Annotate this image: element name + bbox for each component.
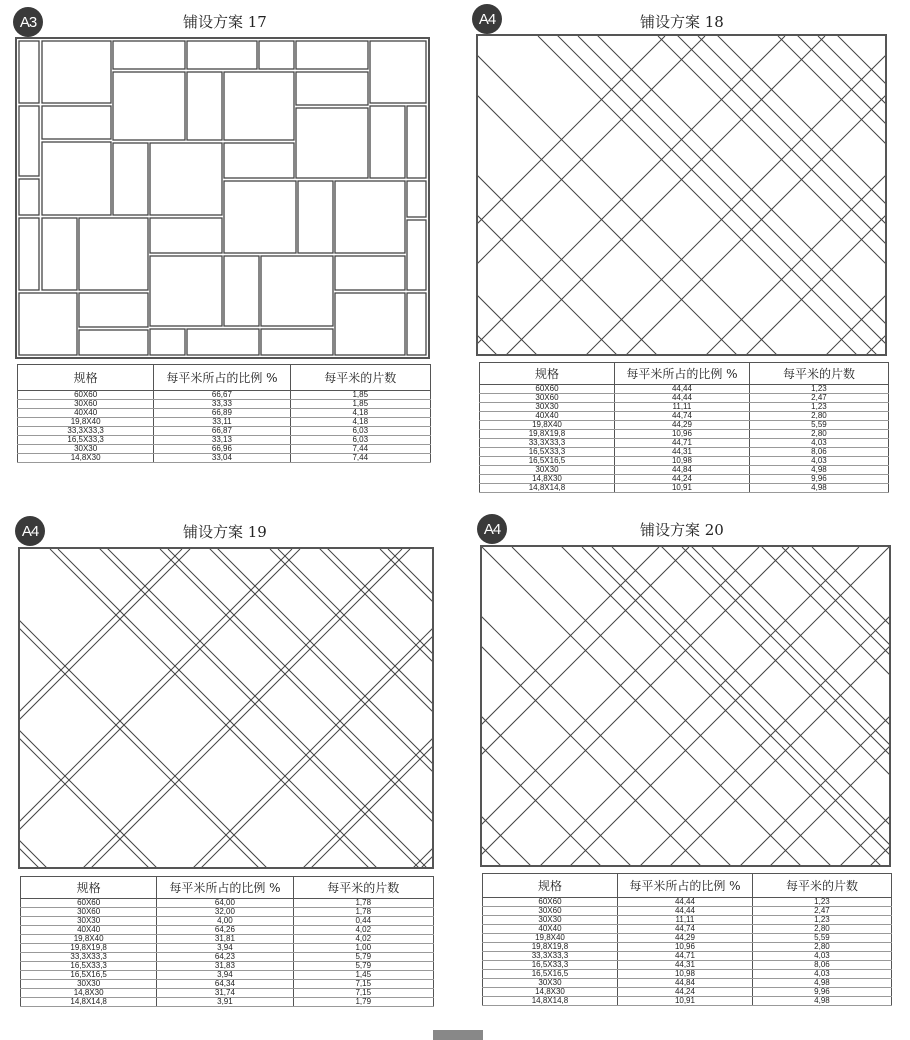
cell-pieces: 1,00 [293, 944, 433, 953]
cell-pieces: 5,59 [752, 934, 891, 943]
cell-ratio: 44,84 [614, 466, 749, 475]
cell-spec: 60X60 [480, 385, 615, 394]
cell-pieces: 2,80 [749, 430, 888, 439]
col-header-ratio: 每平米所占的比例 % [154, 365, 290, 391]
spec-table [17, 364, 431, 463]
cell-spec: 30X60 [18, 400, 154, 409]
cell-pieces: 2,80 [749, 412, 888, 421]
cell-ratio: 10,91 [617, 997, 752, 1006]
cell-pieces: 5,59 [749, 421, 888, 430]
cell-ratio: 66,67 [154, 391, 290, 400]
cell-ratio: 31,83 [157, 962, 293, 971]
cell-ratio: 10,98 [617, 970, 752, 979]
cell-pieces: 2,80 [752, 943, 891, 952]
cell-pieces: 1,85 [290, 391, 430, 400]
cell-pieces: 4,18 [290, 418, 430, 427]
table-row [18, 454, 431, 463]
cell-spec: 16,5X16,5 [483, 970, 618, 979]
cell-pieces: 4,03 [752, 952, 891, 961]
cell-spec: 19,8X40 [480, 421, 615, 430]
cell-pieces: 4,98 [749, 466, 888, 475]
cell-pieces: 1,78 [293, 908, 433, 917]
cell-ratio: 66,87 [154, 427, 290, 436]
cell-spec: 30X30 [21, 917, 157, 926]
cell-ratio: 64,34 [157, 980, 293, 989]
cell-ratio: 31,81 [157, 935, 293, 944]
cell-pieces: 7,44 [290, 454, 430, 463]
cell-spec: 30X30 [483, 916, 618, 925]
cell-pieces: 7,15 [293, 989, 433, 998]
cell-ratio: 44,71 [614, 439, 749, 448]
layout-title: 铺设方案 19 [183, 523, 267, 541]
cell-spec: 30X30 [480, 403, 615, 412]
cell-ratio: 10,91 [614, 484, 749, 493]
cell-pieces: 9,96 [752, 988, 891, 997]
cell-pieces: 4,02 [293, 935, 433, 944]
tile-pattern-svg [482, 547, 889, 865]
cell-spec: 14,8X30 [480, 475, 615, 484]
spec-table [482, 873, 892, 1006]
layout-badge: A4 [477, 514, 507, 544]
page-tab-marker [433, 1030, 483, 1040]
cell-ratio: 44,24 [617, 988, 752, 997]
cell-ratio: 44,24 [614, 475, 749, 484]
cell-ratio: 44,44 [617, 898, 752, 907]
cell-spec: 16,5X33,3 [21, 962, 157, 971]
cell-pieces: 5,79 [293, 962, 433, 971]
cell-pieces: 4,03 [752, 970, 891, 979]
layout-title: 铺设方案 20 [640, 521, 724, 539]
col-header-ratio: 每平米所占的比例 % [617, 874, 752, 898]
cell-spec: 14,8X14,8 [480, 484, 615, 493]
cell-spec: 40X40 [21, 926, 157, 935]
cell-pieces: 4,02 [293, 926, 433, 935]
col-header-pieces: 每平米的片数 [290, 365, 430, 391]
cell-ratio: 33,33 [154, 400, 290, 409]
cell-spec: 60X60 [18, 391, 154, 400]
cell-pieces: 1,23 [749, 403, 888, 412]
cell-spec: 40X40 [483, 925, 618, 934]
cell-spec: 14,8X30 [21, 989, 157, 998]
cell-ratio: 44,74 [614, 412, 749, 421]
cell-spec: 30X30 [480, 466, 615, 475]
cell-spec: 60X60 [483, 898, 618, 907]
tile-pattern-svg [17, 39, 428, 357]
cell-ratio: 44,44 [614, 394, 749, 403]
tile-pattern-drawing [15, 37, 430, 359]
cell-pieces: 2,47 [752, 907, 891, 916]
col-header-ratio: 每平米所占的比例 % [157, 877, 293, 899]
col-header-ratio: 每平米所占的比例 % [614, 363, 749, 385]
cell-ratio: 11,11 [614, 403, 749, 412]
cell-pieces: 5,79 [293, 953, 433, 962]
cell-spec: 30X30 [483, 979, 618, 988]
col-header-pieces: 每平米的片数 [752, 874, 891, 898]
cell-ratio: 4,00 [157, 917, 293, 926]
cell-spec: 19,8X40 [21, 935, 157, 944]
cell-ratio: 44,31 [614, 448, 749, 457]
layout-badge: A4 [472, 4, 502, 34]
cell-pieces: 4,03 [749, 457, 888, 466]
cell-spec: 30X30 [18, 445, 154, 454]
col-header-spec: 规格 [21, 877, 157, 899]
cell-pieces: 8,06 [752, 961, 891, 970]
cell-spec: 14,8X14,8 [483, 997, 618, 1006]
cell-pieces: 6,03 [290, 436, 430, 445]
cell-ratio: 64,26 [157, 926, 293, 935]
cell-spec: 30X60 [480, 394, 615, 403]
cell-ratio: 33,13 [154, 436, 290, 445]
cell-ratio: 31,74 [157, 989, 293, 998]
cell-ratio: 44,29 [614, 421, 749, 430]
spec-table [479, 362, 889, 493]
cell-spec: 30X60 [483, 907, 618, 916]
cell-ratio: 44,29 [617, 934, 752, 943]
col-header-spec: 规格 [480, 363, 615, 385]
cell-pieces: 0,44 [293, 917, 433, 926]
cell-pieces: 1,79 [293, 998, 433, 1007]
cell-pieces: 4,03 [749, 439, 888, 448]
cell-pieces: 1,78 [293, 899, 433, 908]
cell-ratio: 33,11 [154, 418, 290, 427]
cell-pieces: 4,98 [752, 997, 891, 1006]
cell-pieces: 1,45 [293, 971, 433, 980]
cell-ratio: 32,00 [157, 908, 293, 917]
tile-pattern-drawing [18, 547, 434, 869]
cell-spec: 60X60 [21, 899, 157, 908]
cell-pieces: 1,23 [752, 898, 891, 907]
cell-spec: 40X40 [18, 409, 154, 418]
cell-spec: 16,5X33,3 [483, 961, 618, 970]
cell-pieces: 6,03 [290, 427, 430, 436]
cell-spec: 14,8X30 [18, 454, 154, 463]
cell-spec: 16,5X16,5 [21, 971, 157, 980]
cell-pieces: 8,06 [749, 448, 888, 457]
cell-ratio: 64,23 [157, 953, 293, 962]
cell-pieces: 4,18 [290, 409, 430, 418]
table-row [483, 997, 892, 1006]
cell-ratio: 11,11 [617, 916, 752, 925]
cell-ratio: 10,96 [614, 430, 749, 439]
layout-badge: A4 [15, 516, 45, 546]
cell-pieces: 4,98 [749, 484, 888, 493]
cell-ratio: 44,84 [617, 979, 752, 988]
cell-spec: 40X40 [480, 412, 615, 421]
spec-table [20, 876, 434, 1007]
layout-title: 铺设方案 18 [640, 13, 724, 31]
cell-ratio: 3,94 [157, 944, 293, 953]
tile-pattern-svg [20, 549, 432, 867]
layout-title: 铺设方案 17 [183, 13, 267, 31]
cell-pieces: 1,23 [749, 385, 888, 394]
cell-spec: 33,3X33,3 [483, 952, 618, 961]
cell-pieces: 2,80 [752, 925, 891, 934]
cell-ratio: 66,96 [154, 445, 290, 454]
cell-spec: 30X30 [21, 980, 157, 989]
cell-ratio: 10,96 [617, 943, 752, 952]
cell-pieces: 7,44 [290, 445, 430, 454]
cell-pieces: 1,85 [290, 400, 430, 409]
cell-pieces: 4,98 [752, 979, 891, 988]
cell-spec: 16,5X33,3 [480, 448, 615, 457]
cell-ratio: 3,91 [157, 998, 293, 1007]
cell-spec: 14,8X30 [483, 988, 618, 997]
cell-spec: 33,3X33,3 [21, 953, 157, 962]
col-header-pieces: 每平米的片数 [749, 363, 888, 385]
cell-pieces: 2,47 [749, 394, 888, 403]
cell-spec: 19,8X19,8 [480, 430, 615, 439]
col-header-spec: 规格 [18, 365, 154, 391]
cell-spec: 19,8X40 [18, 418, 154, 427]
layout-badge: A3 [13, 7, 43, 37]
cell-spec: 16,5X16,5 [480, 457, 615, 466]
cell-ratio: 3,94 [157, 971, 293, 980]
cell-pieces: 1,23 [752, 916, 891, 925]
cell-spec: 33,3X33,3 [480, 439, 615, 448]
tile-pattern-drawing [476, 34, 887, 356]
tile-pattern-svg [478, 36, 885, 354]
cell-ratio: 44,44 [614, 385, 749, 394]
table-row [21, 998, 434, 1007]
cell-spec: 16,5X33,3 [18, 436, 154, 445]
cell-pieces: 7,15 [293, 980, 433, 989]
cell-ratio: 10,98 [614, 457, 749, 466]
cell-spec: 19,8X40 [483, 934, 618, 943]
cell-spec: 30X60 [21, 908, 157, 917]
cell-ratio: 44,31 [617, 961, 752, 970]
table-row [480, 484, 889, 493]
cell-ratio: 44,71 [617, 952, 752, 961]
cell-ratio: 44,44 [617, 907, 752, 916]
cell-ratio: 44,74 [617, 925, 752, 934]
tile-pattern-drawing [480, 545, 891, 867]
cell-spec: 33,3X33,3 [18, 427, 154, 436]
cell-spec: 19,8X19,8 [483, 943, 618, 952]
cell-spec: 14,8X14,8 [21, 998, 157, 1007]
cell-ratio: 66,89 [154, 409, 290, 418]
cell-pieces: 9,96 [749, 475, 888, 484]
col-header-spec: 规格 [483, 874, 618, 898]
cell-ratio: 33,04 [154, 454, 290, 463]
cell-ratio: 64,00 [157, 899, 293, 908]
col-header-pieces: 每平米的片数 [293, 877, 433, 899]
cell-spec: 19,8X19,8 [21, 944, 157, 953]
